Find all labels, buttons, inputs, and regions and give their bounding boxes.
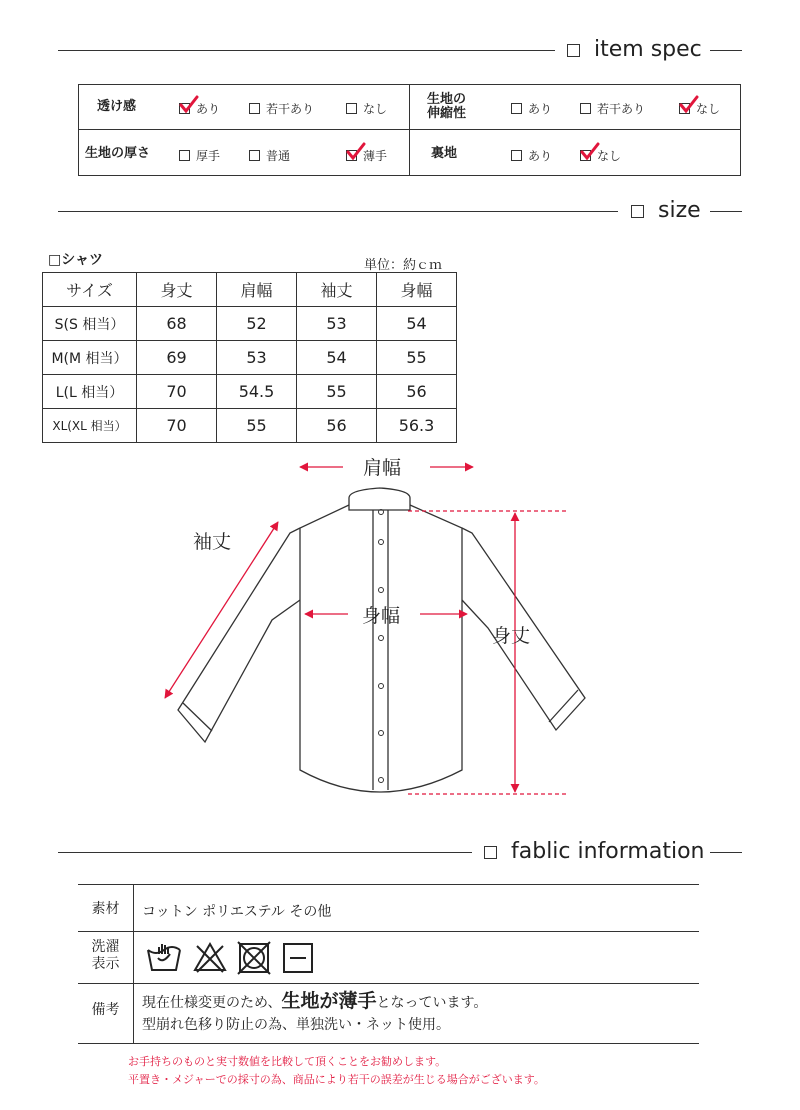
table-header-row bbox=[43, 273, 457, 307]
table-cell: 56 bbox=[297, 409, 377, 443]
checkbox-icon bbox=[249, 103, 260, 114]
square-icon bbox=[484, 846, 497, 859]
section-divider bbox=[58, 50, 555, 51]
table-header: 身幅 bbox=[377, 273, 457, 307]
table-cell: 56 bbox=[377, 375, 457, 409]
table-cell: 70 bbox=[137, 375, 217, 409]
sheer-option-no[interactable]: なし bbox=[346, 100, 387, 117]
checkbox-icon bbox=[179, 150, 190, 161]
item-spec-table bbox=[78, 84, 741, 176]
thickness-label: 生地の厚さ bbox=[85, 146, 151, 161]
checkbox-icon bbox=[346, 103, 357, 114]
size-table-caption: □シャツ bbox=[48, 252, 103, 268]
thickness-option-thick[interactable]: 厚手 bbox=[179, 147, 220, 164]
section-divider bbox=[710, 50, 742, 51]
table-cell: 70 bbox=[137, 409, 217, 443]
checkbox-icon bbox=[249, 150, 260, 161]
stretch-option-yes[interactable]: あり bbox=[511, 100, 552, 117]
lining-option-no[interactable]: なし bbox=[580, 147, 621, 164]
table-cell: 69 bbox=[137, 341, 217, 375]
no-bleach-icon bbox=[195, 944, 225, 972]
thickness-option-thin[interactable]: 薄手 bbox=[346, 147, 387, 164]
checkbox-checked-icon bbox=[346, 150, 357, 161]
table-header: 肩幅 bbox=[217, 273, 297, 307]
hand-wash-icon bbox=[148, 944, 180, 970]
sleeve-label: 袖丈 bbox=[193, 531, 232, 553]
table-cell: 55 bbox=[377, 341, 457, 375]
measurement-note: お手持ちのものと実寸数値を比較して頂くことをお勧めします。 bbox=[128, 1055, 447, 1068]
size-unit: 単位：約ｃｍ bbox=[364, 258, 443, 273]
table-cell: 52 bbox=[217, 307, 297, 341]
material-label: 素材 bbox=[91, 901, 120, 917]
table-cell: S(S 相当） bbox=[43, 307, 137, 341]
table-cell: 54.5 bbox=[217, 375, 297, 409]
sheer-option-slight[interactable]: 若干あり bbox=[249, 100, 314, 117]
measurement-note: 平置き・メジャーでの採寸の為、商品により若干の誤差が生じる場合がございます。 bbox=[128, 1073, 545, 1086]
checkbox-checked-icon bbox=[179, 103, 190, 114]
table-cell: XL(XL 相当） bbox=[43, 409, 137, 443]
checkbox-icon bbox=[511, 103, 522, 114]
length-label: 身丈 bbox=[492, 625, 531, 647]
table-header: サイズ bbox=[43, 273, 137, 307]
shirt-buttons bbox=[379, 510, 384, 783]
table-cell: 54 bbox=[297, 341, 377, 375]
table-row bbox=[43, 307, 457, 341]
flat-dry-icon bbox=[284, 944, 312, 972]
table-cell: 68 bbox=[137, 307, 217, 341]
remarks-label: 備考 bbox=[91, 1002, 120, 1018]
size-table bbox=[42, 272, 457, 443]
remarks-line-2: 型崩れ色移り防止の為、単独洗い・ネット使用。 bbox=[142, 1017, 450, 1033]
lining-option-yes[interactable]: あり bbox=[511, 147, 552, 164]
care-label: 洗濯 表示 bbox=[91, 939, 120, 972]
thickness-option-normal[interactable]: 普通 bbox=[249, 147, 290, 164]
table-cell: 53 bbox=[217, 341, 297, 375]
section-title-fabric: fablic information bbox=[484, 839, 704, 864]
table-cell: L(L 相当） bbox=[43, 375, 137, 409]
checkbox-icon bbox=[511, 150, 522, 161]
table-cell: 54 bbox=[377, 307, 457, 341]
checkbox-checked-icon bbox=[679, 103, 690, 114]
square-icon bbox=[567, 44, 580, 57]
shoulder-label: 肩幅 bbox=[363, 457, 402, 479]
table-header: 身丈 bbox=[137, 273, 217, 307]
lining-label: 裏地 bbox=[431, 146, 458, 161]
section-divider bbox=[58, 211, 618, 212]
table-header: 袖丈 bbox=[297, 273, 377, 307]
remarks-line-1: 現在仕様変更のため、生地が薄手となっています。 bbox=[142, 990, 488, 1012]
table-cell: 55 bbox=[297, 375, 377, 409]
checkbox-checked-icon bbox=[580, 150, 591, 161]
table-cell: 56.3 bbox=[377, 409, 457, 443]
care-symbols bbox=[146, 940, 316, 976]
section-title-size: size bbox=[631, 198, 701, 223]
shirt-measurement-diagram bbox=[0, 440, 800, 820]
checkbox-icon bbox=[580, 103, 591, 114]
square-icon bbox=[631, 205, 644, 218]
stretch-label: 生地の 伸縮性 bbox=[427, 92, 467, 121]
table-cell: 53 bbox=[297, 307, 377, 341]
sheer-option-yes[interactable]: あり bbox=[179, 100, 220, 117]
table-row bbox=[43, 375, 457, 409]
table-row bbox=[43, 409, 457, 443]
no-tumble-dry-icon bbox=[238, 942, 270, 974]
section-divider bbox=[710, 211, 742, 212]
section-title-item-spec: item spec bbox=[567, 37, 702, 62]
table-cell: M(M 相当） bbox=[43, 341, 137, 375]
table-cell: 55 bbox=[217, 409, 297, 443]
table-row bbox=[43, 341, 457, 375]
section-divider bbox=[710, 852, 742, 853]
section-divider bbox=[58, 852, 472, 853]
sheer-label: 透け感 bbox=[97, 99, 137, 114]
stretch-option-slight[interactable]: 若干あり bbox=[580, 100, 645, 117]
stretch-option-no[interactable]: なし bbox=[679, 100, 720, 117]
chest-label: 身幅 bbox=[362, 605, 401, 627]
material-value: コットン ポリエステル その他 bbox=[142, 904, 332, 920]
